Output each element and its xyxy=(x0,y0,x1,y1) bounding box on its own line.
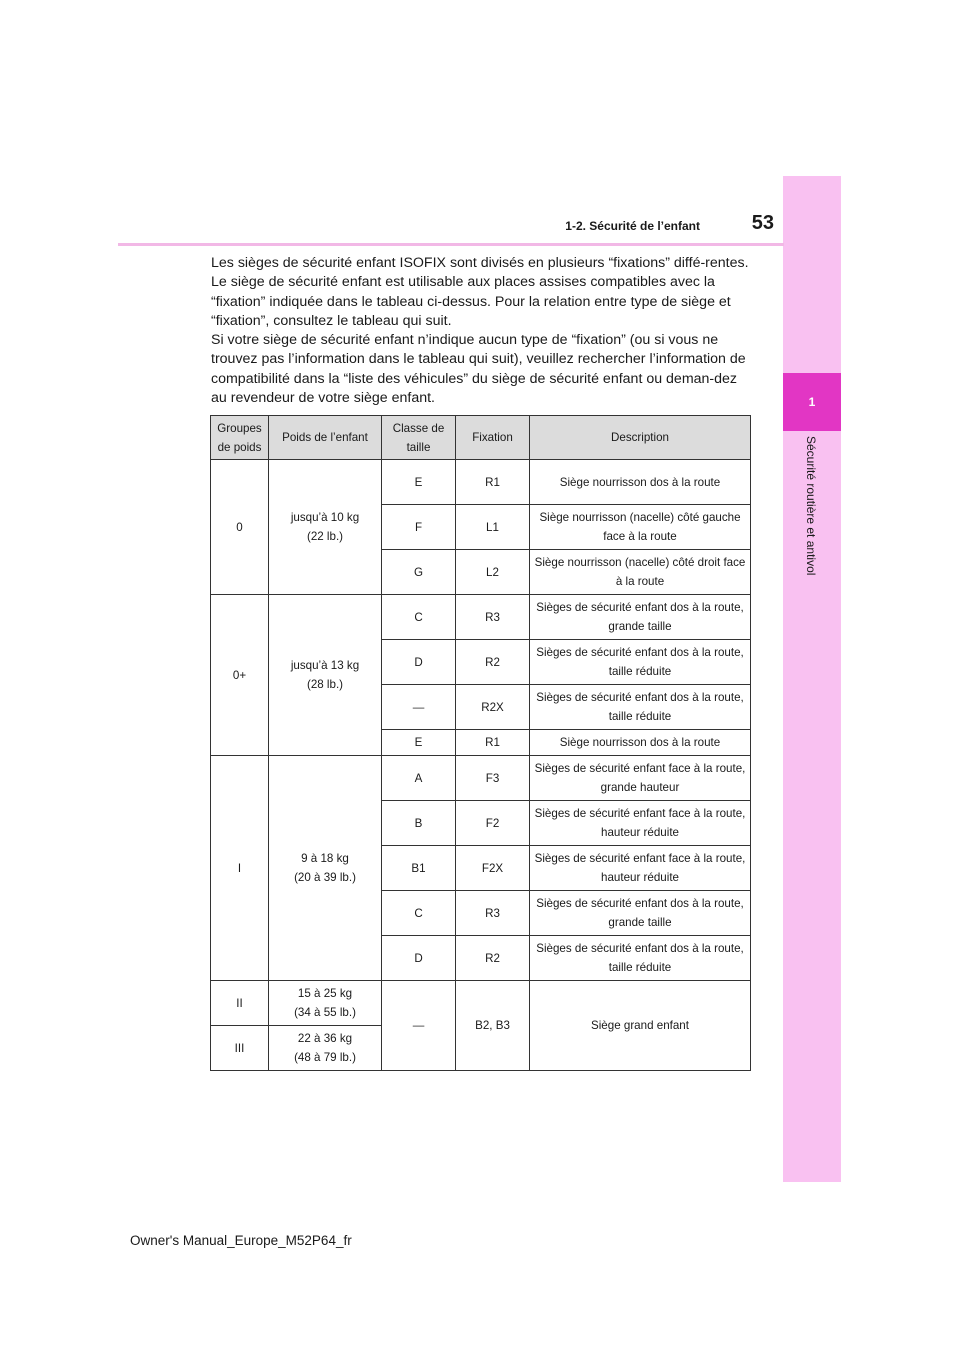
description-cell: Sièges de sécurité enfant dos à la route, taille réduite xyxy=(530,640,751,685)
weight-group-cell: I xyxy=(211,756,269,981)
size-class-cell: B xyxy=(382,801,456,846)
fixture-cell: R3 xyxy=(456,891,530,936)
size-class-cell: B1 xyxy=(382,846,456,891)
weight-kg: 15 à 25 kg xyxy=(297,987,353,1000)
fixture-cell: R2X xyxy=(456,685,530,730)
header-description: Description xyxy=(530,416,751,460)
size-class-cell: A xyxy=(382,756,456,801)
description-cell: Siège grand enfant xyxy=(530,981,751,1071)
description-cell: Sièges de sécurité enfant dos à la route, taille réduite xyxy=(530,685,751,730)
fixture-cell: R1 xyxy=(456,460,530,505)
size-class-cell: D xyxy=(382,936,456,981)
description-cell: Sièges de sécurité enfant dos à la route, taille réduite xyxy=(530,936,751,981)
intro-paragraph-1: Les sièges de sécurité enfant ISOFIX sont divisés en plusieurs “fixations” diffé-rentes. Le siège de sécurité enfant est utilisable aux places assises compatibles avec la “fixation” indiquée dans le tableau ci-dessus. Pour la relation entre type de siège et “fixation”, consultez le tableau qui suit. xyxy=(211,255,749,329)
child-weight-cell xyxy=(269,595,382,756)
table-header-row xyxy=(211,416,751,460)
child-weight-cell xyxy=(269,756,382,981)
description-cell: Siège nourrisson (nacelle) côté droit face à la route xyxy=(530,550,751,595)
header-size-class: Classe de taille xyxy=(382,416,456,460)
fixture-cell: R3 xyxy=(456,595,530,640)
size-class-cell: F xyxy=(382,505,456,550)
fixture-cell: F2 xyxy=(456,801,530,846)
description-cell: Siège nourrisson dos à la route xyxy=(530,460,751,505)
fixture-cell: F2X xyxy=(456,846,530,891)
header-weight-group: Groupes de poids xyxy=(211,416,269,460)
weight-group-cell: 0+ xyxy=(211,595,269,756)
weight-lb: (48 à 79 lb.) xyxy=(294,1051,356,1064)
weight-group-cell: III xyxy=(211,1026,269,1071)
weight-kg: jusqu’à 13 kg xyxy=(290,659,360,672)
header-child-weight: Poids de l’enfant xyxy=(269,416,382,460)
fixture-cell: L1 xyxy=(456,505,530,550)
intro-paragraph-2: Si votre siège de sécurité enfant n’indique aucun type de “fixation” (ou si vous ne trouvez pas l’information dans le tableau qui suit), veuillez rechercher l’information de compatibilité dans la “liste des véhicules” du siège de sécurité enfant ou deman-dez au revendeur de votre siège enfant. xyxy=(211,332,746,407)
description-cell: Sièges de sécurité enfant face à la route, hauteur réduite xyxy=(530,801,751,846)
weight-group-cell: 0 xyxy=(211,460,269,595)
size-class-cell: C xyxy=(382,595,456,640)
chapter-number: 1 xyxy=(808,395,816,409)
description-cell: Sièges de sécurité enfant dos à la route, grande taille xyxy=(530,595,751,640)
weight-lb: (20 à 39 lb.) xyxy=(294,871,356,884)
size-class-cell: — xyxy=(382,981,456,1071)
chapter-sidebar xyxy=(783,176,841,1182)
table-row xyxy=(211,460,751,505)
weight-lb: (22 lb.) xyxy=(306,530,344,543)
isofix-fixture-table xyxy=(210,415,751,1071)
weight-lb: (28 lb.) xyxy=(306,678,344,691)
child-weight-cell xyxy=(269,981,382,1026)
chapter-title: Sécurité routière et antivol xyxy=(804,436,818,576)
table-row xyxy=(211,595,751,640)
description-cell: Sièges de sécurité enfant face à la route, hauteur réduite xyxy=(530,846,751,891)
child-weight-cell xyxy=(269,1026,382,1071)
weight-kg: 22 à 36 kg xyxy=(297,1032,353,1045)
description-cell: Siège nourrisson dos à la route xyxy=(530,730,751,756)
fixture-cell: R1 xyxy=(456,730,530,756)
intro-text xyxy=(211,254,756,408)
weight-lb: (34 à 55 lb.) xyxy=(294,1006,356,1019)
weight-kg: jusqu’à 10 kg xyxy=(290,511,360,524)
size-class-cell: E xyxy=(382,730,456,756)
weight-kg: 9 à 18 kg xyxy=(301,852,349,865)
description-cell: Sièges de sécurité enfant face à la route, grande hauteur xyxy=(530,756,751,801)
description-cell: Sièges de sécurité enfant dos à la route, grande taille xyxy=(530,891,751,936)
size-class-cell: D xyxy=(382,640,456,685)
child-weight-cell xyxy=(269,460,382,595)
size-class-cell: — xyxy=(382,685,456,730)
fixture-cell: B2, B3 xyxy=(456,981,530,1071)
fixture-cell: F3 xyxy=(456,756,530,801)
description-cell: Siège nourrisson (nacelle) côté gauche face à la route xyxy=(530,505,751,550)
header-fixture: Fixation xyxy=(456,416,530,460)
fixture-cell: L2 xyxy=(456,550,530,595)
size-class-cell: C xyxy=(382,891,456,936)
page-number: 53 xyxy=(751,212,774,234)
header-rule xyxy=(118,243,784,246)
size-class-cell: E xyxy=(382,460,456,505)
size-class-cell: G xyxy=(382,550,456,595)
fixture-cell: R2 xyxy=(456,936,530,981)
section-title: 1-2. Sécurité de l’enfant xyxy=(565,219,700,233)
weight-group-cell: II xyxy=(211,981,269,1026)
fixture-cell: R2 xyxy=(456,640,530,685)
footer-manual-id: Owner's Manual_Europe_M52P64_fr xyxy=(130,1233,352,1248)
table-row xyxy=(211,981,751,1026)
table-row xyxy=(211,756,751,801)
